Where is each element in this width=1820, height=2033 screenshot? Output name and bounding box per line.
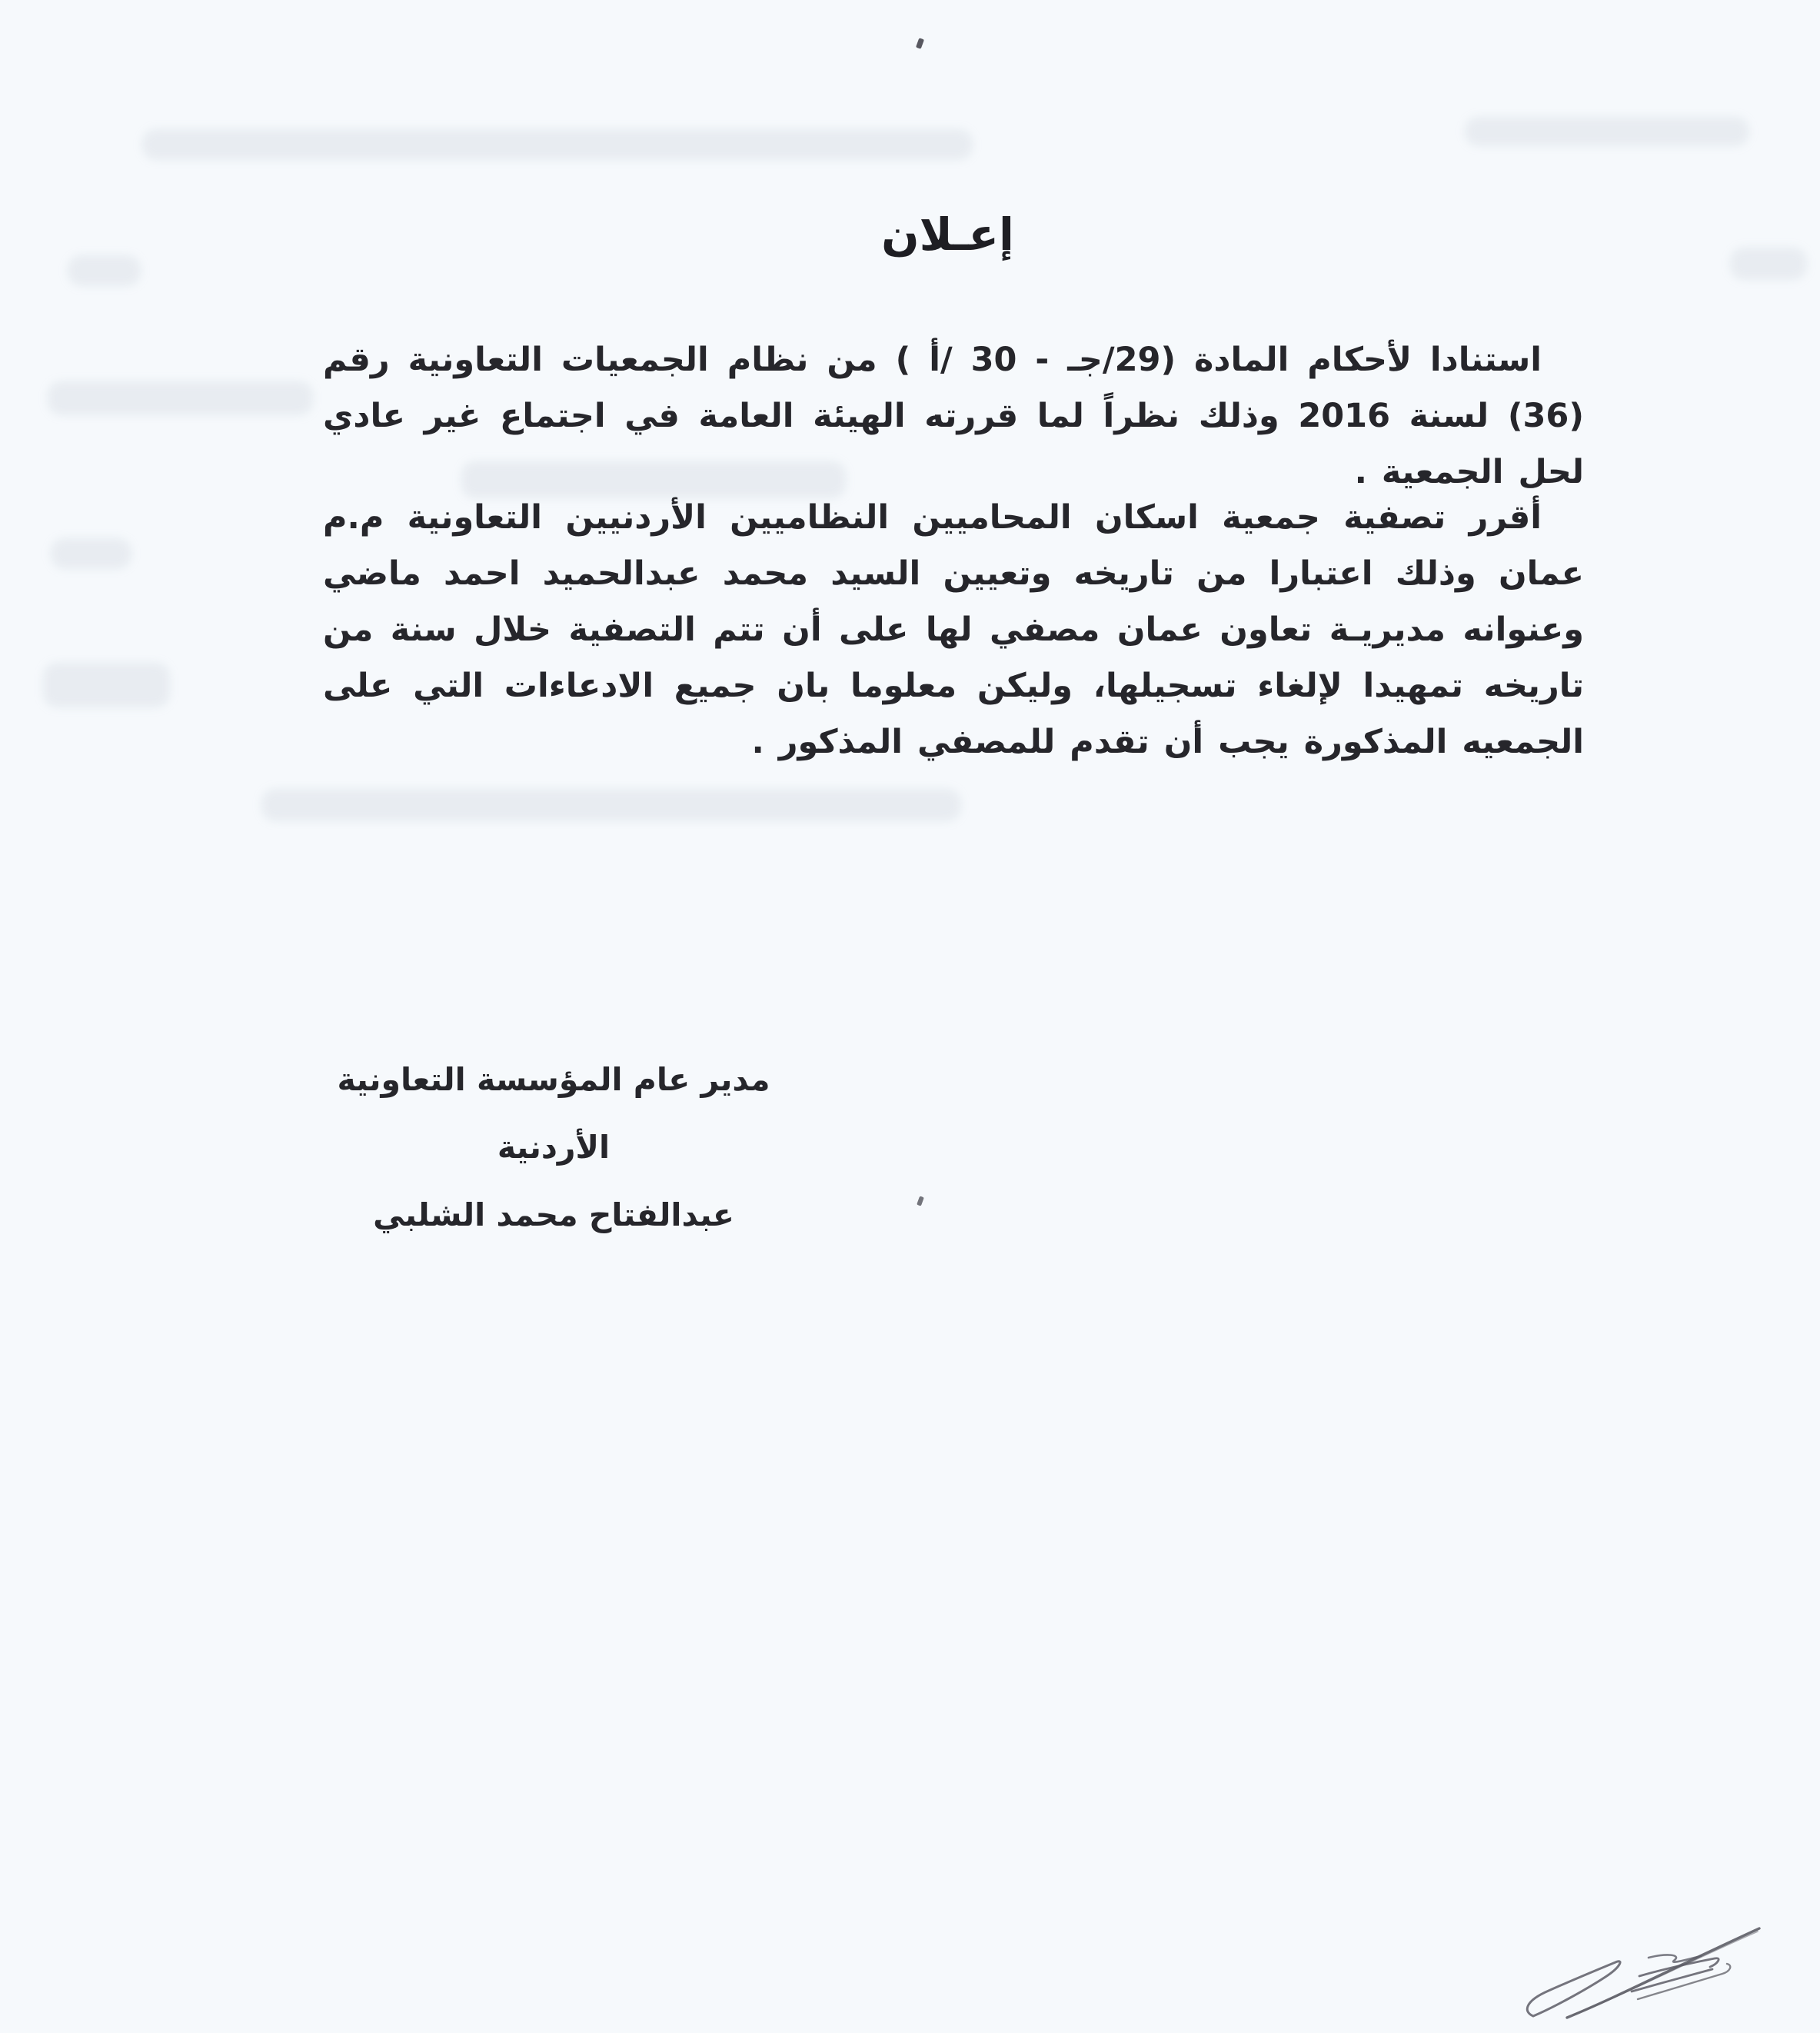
handwritten-signature [1516,1916,1778,2028]
bleed-through-artifact [43,663,170,707]
bleed-through-artifact [261,789,961,821]
signature-block [323,1046,784,1249]
ink-speck [916,38,924,49]
bleed-through-artifact [48,381,313,415]
bleed-through-artifact [142,129,973,160]
bleed-through-artifact [51,538,131,569]
signatory-title: مدير عام المؤسسة التعاونية الأردنية [337,1061,770,1166]
paragraph-liquidation-decision: أقرر تصفية جمعية اسكان المحاميين النظاميين الأردنيين التعاونية م.م عمان وذلك اعتبارا من تاريخه وتعيين السيد محمد عبدالحميد احمد ماضي وعنوانه مديريـة تعاون عمان مصفي لها على أن تتم التصفية خلال سنة من تاريخه تمهيدا لإلغاء تسجيلها، وليكن معلوما بان جميع الادعاءات التي على الجمعيه المذكورة يجب أن تقدم للمصفي المذكور . [323,498,1584,761]
document-title: إعـلان [881,208,1014,261]
ink-speck [917,1196,924,1206]
paragraph-legal-basis: استنادا لأحكام المادة (29/جـ - 30 /أ ) من نظام الجمعيات التعاونية رقم (36) لسنة 2016 وذلك نظراً لما قررته الهيئة العامة في اجتماع غير عادي لحل الجمعية . [323,341,1584,491]
bleed-through-artifact [1465,117,1749,146]
signatory-name: عبدالفتاح محمد الشلبي [373,1196,734,1233]
